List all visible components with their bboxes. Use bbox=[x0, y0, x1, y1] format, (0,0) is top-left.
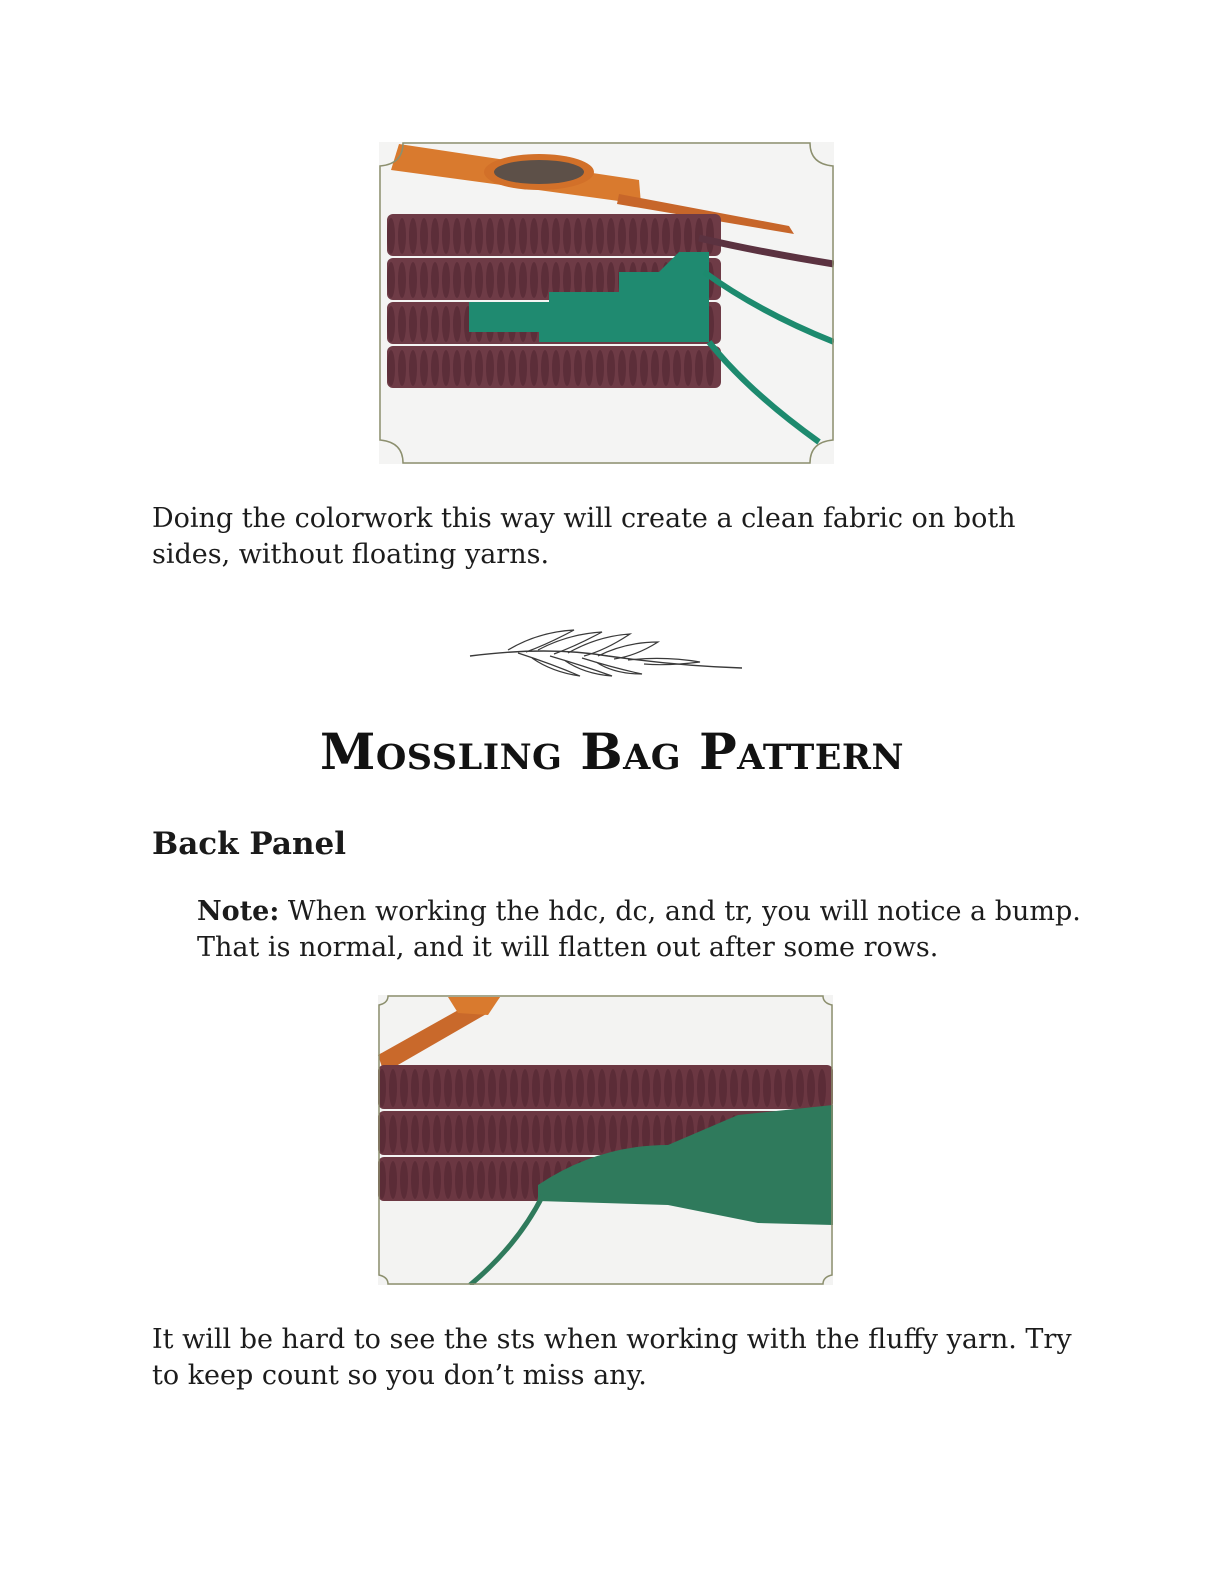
section-heading: Back Panel bbox=[152, 826, 347, 862]
note-label: Note: bbox=[197, 896, 280, 927]
fluffy-yarn-tip-paragraph: It will be hard to see the sts when working with the fluffy yarn. Try to keep count so you don’t miss any. bbox=[152, 1324, 1072, 1391]
pattern-title: Mossling Bag Pattern bbox=[319, 722, 905, 781]
note-paragraph bbox=[197, 894, 1097, 966]
colorwork-swatch-photo bbox=[379, 142, 834, 464]
fluffy-yarn-swatch-photo bbox=[378, 995, 833, 1285]
note-text: When working the hdc, dc, and tr, you will notice a bump. That is normal, and it will flatten out after some rows. bbox=[197, 896, 1081, 963]
leaf-sprig-icon bbox=[468, 626, 744, 678]
colorwork-explanation-paragraph: Doing the colorwork this way will create a clean fabric on both sides, without floating yarns. bbox=[152, 503, 1016, 570]
